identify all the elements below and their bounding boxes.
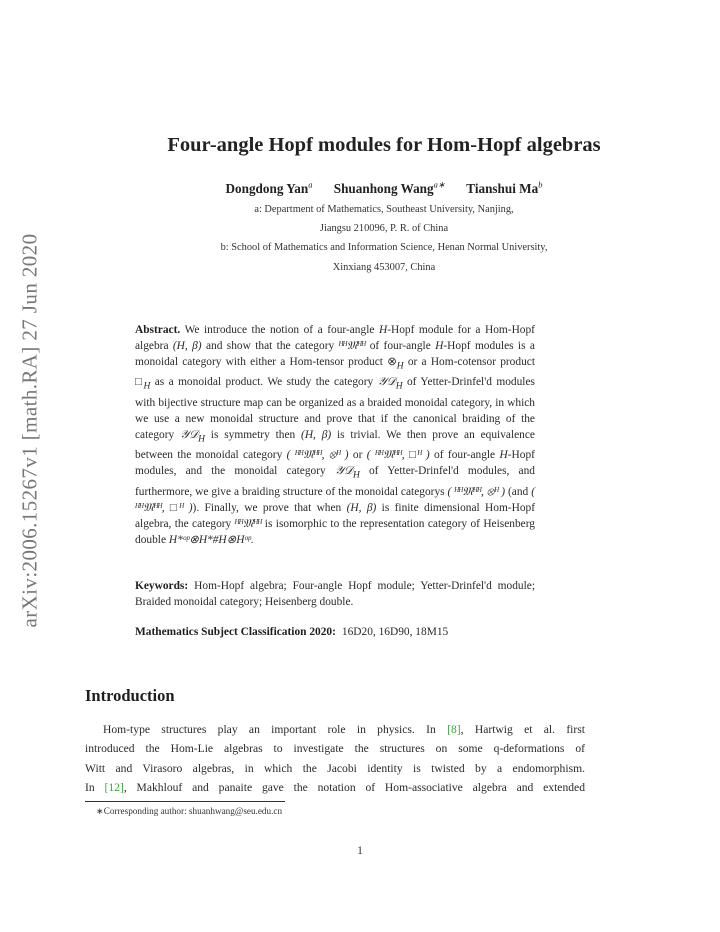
text-line: introduced the Hom-Lie algebras to investigate the structures on some q-deformations of [85,742,585,756]
author-name: Shuanhong Wang [333,181,434,197]
author-mark: a [308,180,313,190]
abstract-text: -Hopf modules is a monoidal category with either a Hom-tensor product [135,340,535,369]
introduction-text [85,720,585,798]
affiliation-line: Xinxiang 453007, China [332,262,436,273]
math: H [499,449,508,462]
footnote: ∗Corresponding author: shuanhwang@seu.edu.cn [96,806,283,816]
math: H [143,381,151,392]
abstract-text: of Yetter-Drinfel'd modules, and furthermore, we give a braiding structure of the monoidal categorys [135,465,535,498]
text-run: In [85,781,95,795]
author-name: Dongdong Yan [225,181,309,197]
text-line [85,778,585,797]
math: ᴴᴴ𝔐ᴴᴴ [338,340,366,353]
math: H [378,324,388,336]
author [466,181,542,196]
text-run: Hom-type structures play an important role in physics. In [103,723,436,736]
math: H [435,340,444,353]
arxiv-stamp [16,210,44,650]
abstract-text: or a Hom-cotensor product [407,356,535,369]
affiliation-line: b: School of Mathematics and Information Science, Henan Normal University, [220,242,548,253]
author-name: Tianshui Ma [466,181,539,197]
keywords-label: Keywords: [135,580,189,592]
keywords-text: Hom-Hopf algebra; Four-angle Hopf module; Yetter-Drinfel'd module; Braided monoidal category; Heisenberg double. [135,580,535,608]
math: 𝒴𝒟 [377,376,396,389]
abstract-text: as a monoidal product. We study the category [154,376,374,389]
page-number: 1 [357,844,363,857]
abstract [135,322,535,548]
math: ⊗ [387,356,397,369]
keywords [135,578,535,610]
msc-classification [135,626,555,638]
affiliation-line: a: Department of Mathematics, Southeast University, Nanjing, [254,204,514,215]
author-mark: b [538,180,543,190]
math: ( ᴴᴴ𝔐ᴴᴴ, ⊗ᴴ ) [286,449,349,462]
author-mark: a∗ [433,180,445,190]
math: H [396,361,404,372]
math: H [395,381,403,392]
section-heading: Introduction [85,686,175,705]
abstract-text: or [352,449,363,462]
abstract-text: We introduce the notion of a four-angle [184,324,375,336]
abstract-text: of four-angle [434,449,496,462]
footnote-rule [85,801,285,802]
math: ( ᴴᴴ𝔐ᴴᴴ, ⊗ᴴ ) [447,485,506,498]
author [226,181,313,196]
text-run: , Makhlouf and panaite gave the notation of Hom-associative algebra and extended [123,781,585,795]
abstract-text: of Yetter-Drinfel'd modules with bijective structure map can be organized as a braided monoidal category, in which we use a new monoidal structure and prove that if the canonical braiding of the category [135,376,535,441]
arxiv-stamp-text: arXiv:2006.15267v1 [math.RA] 27 Jun 2020 [17,233,42,627]
msc-text: 16D20, 16D90, 18M15 [341,626,449,638]
citation-link[interactable]: [12] [104,781,124,795]
math: H [198,434,205,445]
abstract-text: of four-angle [369,340,431,353]
text-line [85,720,585,739]
author-list [84,180,684,197]
abstract-text: is trivial. We then prove an equivalence between the monoidal category [135,428,535,462]
math: H [352,470,360,481]
abstract-text: is symmetry then [210,428,296,441]
abstract-label: Abstract. [135,324,181,336]
math: (H, β) [172,340,202,353]
text-run: , Hartwig et al. first [460,723,585,736]
paper-title: Four-angle Hopf modules for Hom-Hopf algebras [167,134,601,156]
math: (H, β) [346,501,377,514]
abstract-text: -Hopf module for a Hom-Hopf algebra [135,324,535,353]
math: ( ᴴᴴ𝔐ᴴᴴ, □ᴴ ) [135,485,535,514]
math: ᴴᴴ𝔐ᴴᴴ [234,517,262,530]
math: 𝒴𝒟 [180,428,199,441]
msc-label: Mathematics Subject Classification 2020: [135,626,336,638]
affiliation-line: Jiangsu 210096, P. R. of China [319,223,449,234]
abstract-text: is finite dimensional Hom-Hopf algebra, the category [135,501,536,530]
math: (H, β) [301,428,332,441]
math: □ [135,376,144,389]
math: ( ᴴᴴ𝔐ᴴᴴ, □ᴴ ) [366,449,430,462]
math: 𝒴𝒟 [334,465,353,478]
abstract-text: is isomorphic to the representation category of Heisenberg double [135,517,535,546]
abstract-text: and show that the category [205,340,335,353]
citation-link[interactable]: [8] [447,723,461,736]
abstract-text: (and [507,485,529,498]
author [334,181,445,196]
math: H*ᵒᵖ⊗H*#H⊗Hᵒᵖ. [168,533,254,546]
abstract-text: -Hopf modules, and the monoidal category [135,449,535,478]
abstract-text: ). Finally, we prove that when [192,501,342,514]
text-line: Witt and Virasoro algebras, in which the Jacobi identity is twisted by a endomorphism. [85,761,585,775]
